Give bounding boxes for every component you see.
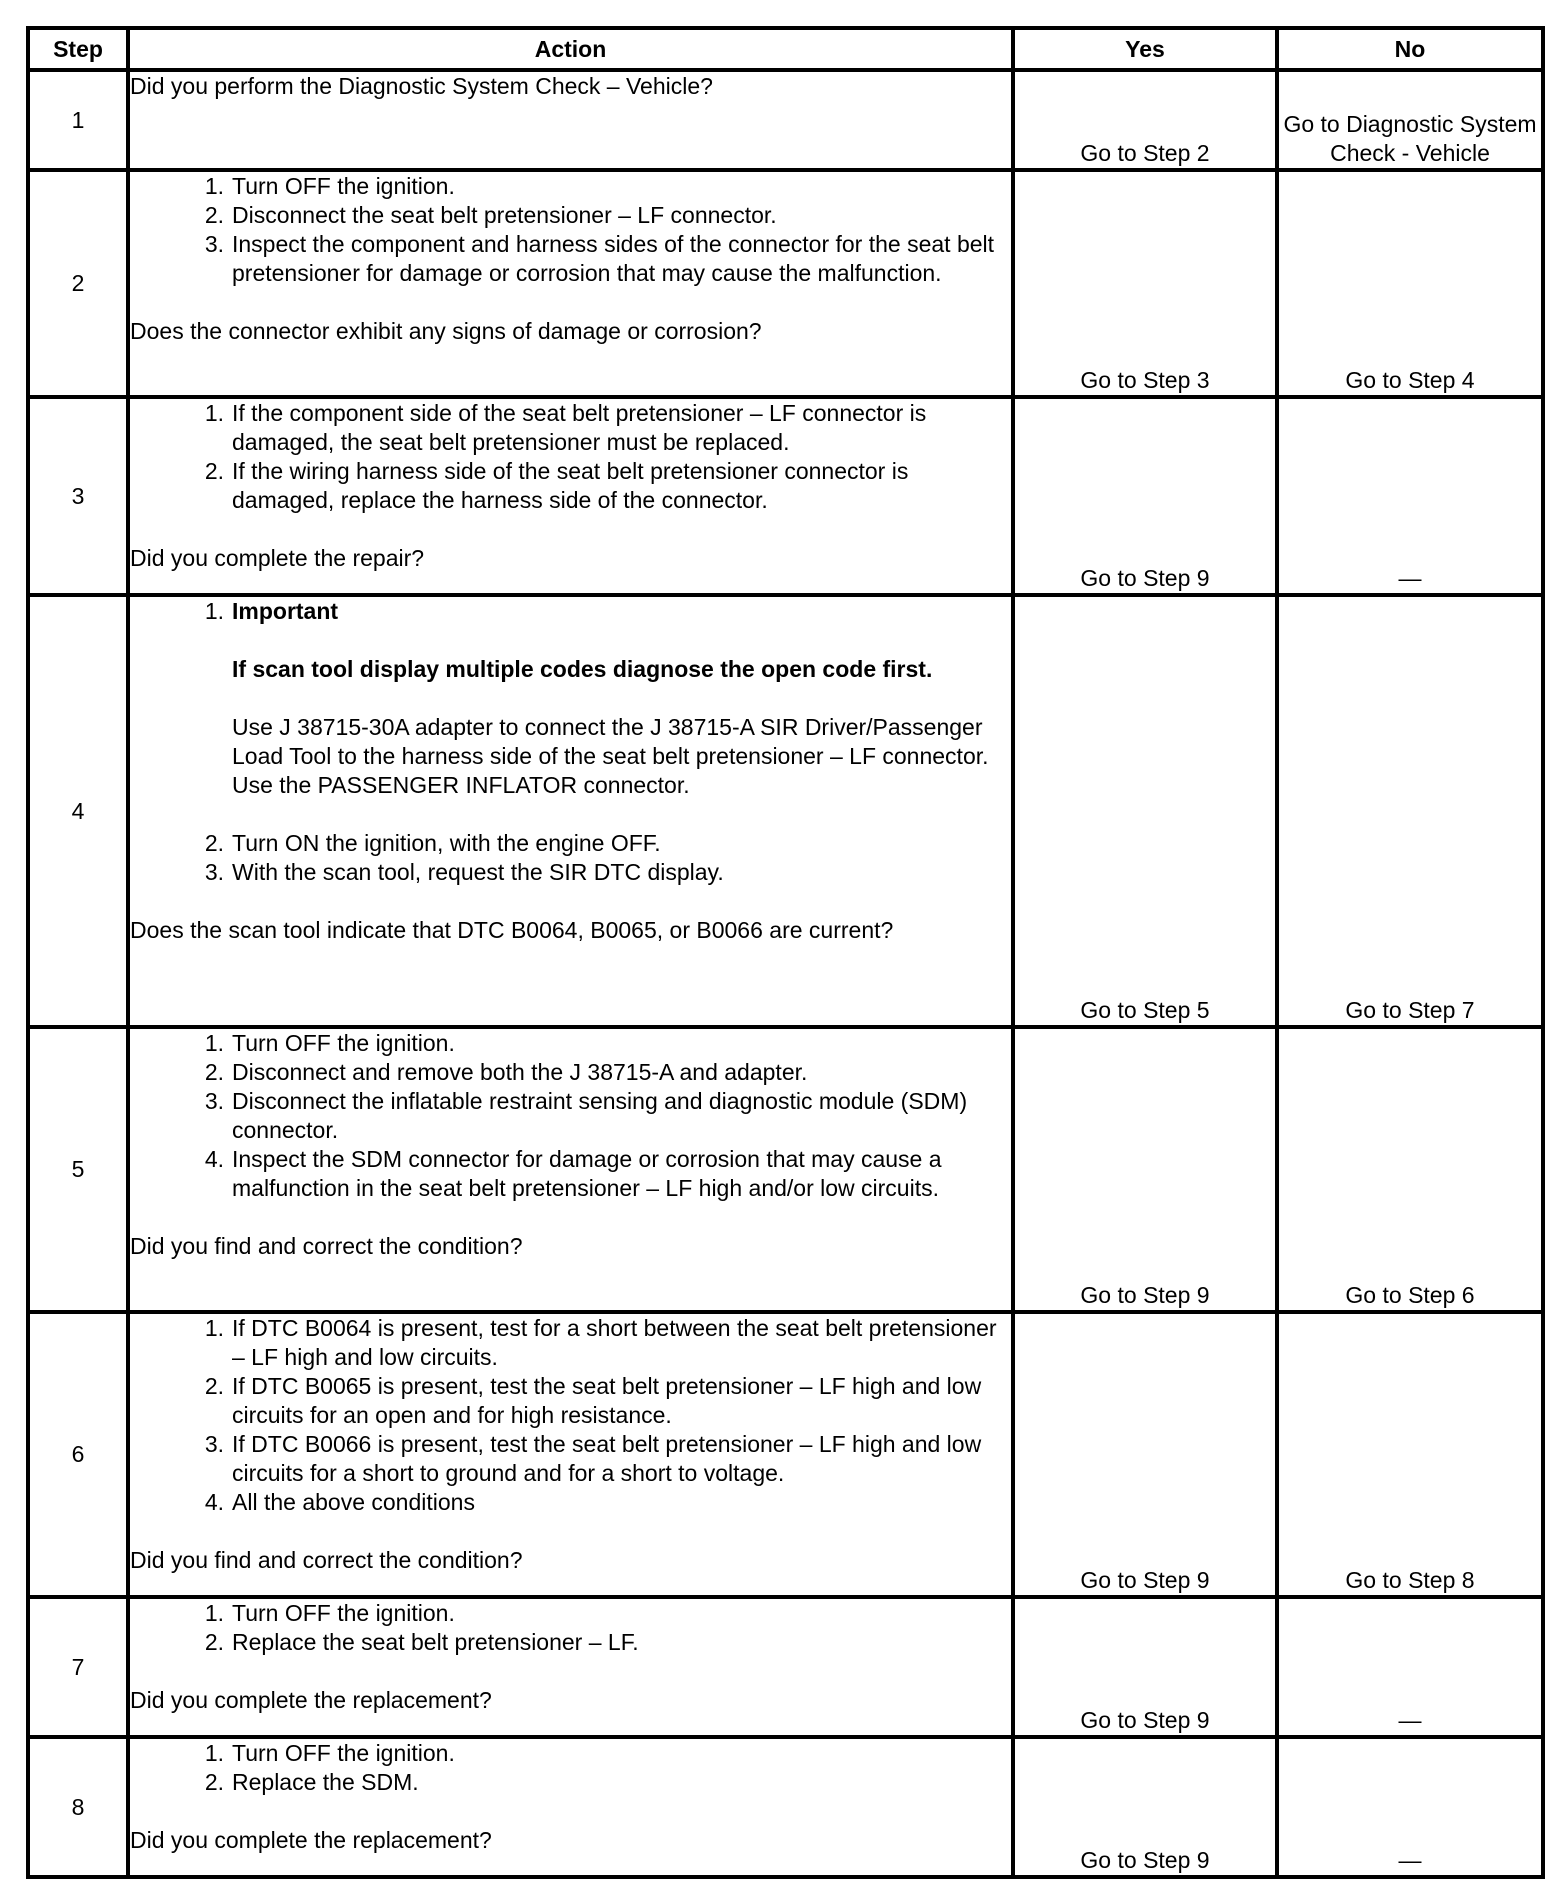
action-cell	[128, 397, 1013, 595]
step-number: 3	[28, 397, 128, 595]
item-text: Disconnect and remove both the J 38715-A and adapter.	[232, 1059, 808, 1085]
item-number: 2.	[204, 202, 224, 228]
list-item	[130, 1628, 1011, 1657]
header-action: Action	[128, 28, 1013, 70]
important-body: Use J 38715-30A adapter to connect the J 38715-A SIR Driver/Passenger Load Tool to the harness side of the seat belt pretensioner – LF connector. Use the PASSENGER INFLATOR connector.	[232, 714, 989, 798]
item-number: 1.	[204, 1315, 224, 1341]
action-cell	[128, 1737, 1013, 1877]
action-steps	[130, 399, 1011, 515]
yes-cell: Go to Step 2	[1013, 70, 1277, 170]
item-text: Disconnect the seat belt pretensioner – LF connector.	[232, 202, 777, 228]
item-text: Inspect the SDM connector for damage or corrosion that may cause a malfunction in the seat belt pretensioner – LF high and/or low circuits.	[232, 1146, 942, 1201]
list-item	[130, 172, 1011, 201]
important-title: Important	[232, 598, 339, 624]
action-question: Did you complete the replacement?	[130, 1827, 492, 1853]
yes-cell: Go to Step 9	[1013, 1027, 1277, 1312]
no-cell: Go to Step 4	[1277, 170, 1543, 397]
item-text: Turn OFF the ignition.	[232, 173, 455, 199]
header-step: Step	[28, 28, 128, 70]
header-yes: Yes	[1013, 28, 1277, 70]
table-row-step-7	[28, 1597, 1543, 1737]
diagnostic-table	[26, 26, 1545, 1879]
list-item	[130, 1768, 1011, 1797]
important-block	[232, 597, 1011, 829]
item-text: If DTC B0065 is present, test the seat belt pretensioner – LF high and low circuits for an open and for high resistance.	[232, 1373, 982, 1428]
item-number: 1.	[204, 400, 224, 426]
item-text: Turn ON the ignition, with the engine OFF.	[232, 830, 661, 856]
header-no: No	[1277, 28, 1543, 70]
item-text: If the wiring harness side of the seat belt pretensioner connector is damaged, replace the harness side of the connector.	[232, 458, 909, 513]
item-number: 2.	[204, 1629, 224, 1655]
item-text: Replace the SDM.	[232, 1769, 419, 1795]
action-steps	[130, 1314, 1011, 1517]
item-text: If DTC B0066 is present, test the seat belt pretensioner – LF high and low circuits for a short to ground and for a short to voltage.	[232, 1431, 982, 1486]
action-cell	[128, 595, 1013, 1027]
no-cell: Go to Step 6	[1277, 1027, 1543, 1312]
item-text: If DTC B0064 is present, test for a short between the seat belt pretensioner – LF high and low circuits.	[232, 1315, 997, 1370]
item-text: Turn OFF the ignition.	[232, 1600, 455, 1626]
list-item	[130, 1145, 1011, 1203]
step-number: 5	[28, 1027, 128, 1312]
item-number: 3.	[204, 1431, 224, 1457]
list-item	[130, 1488, 1011, 1517]
action-question: Does the connector exhibit any signs of damage or corrosion?	[130, 318, 762, 344]
item-number: 2.	[204, 458, 224, 484]
header-row	[28, 28, 1543, 70]
action-cell	[128, 70, 1013, 170]
item-text: Inspect the component and harness sides of the connector for the seat belt pretensioner for damage or corrosion that may cause the malfunction.	[232, 231, 995, 286]
list-item	[130, 1372, 1011, 1430]
item-number: 1.	[204, 1030, 224, 1056]
action-steps	[130, 1029, 1011, 1203]
no-cell: —	[1277, 397, 1543, 595]
item-number: 2.	[204, 1373, 224, 1399]
action-question: Did you find and correct the condition?	[130, 1547, 523, 1573]
table-row-step-1	[28, 70, 1543, 170]
item-number: 1.	[204, 1600, 224, 1626]
item-number: 2.	[204, 1059, 224, 1085]
item-text: Turn OFF the ignition.	[232, 1740, 455, 1766]
no-cell: —	[1277, 1737, 1543, 1877]
yes-cell: Go to Step 9	[1013, 1312, 1277, 1597]
item-number: 3.	[204, 231, 224, 257]
item-text: Turn OFF the ignition.	[232, 1030, 455, 1056]
list-item	[130, 1599, 1011, 1628]
step-number: 4	[28, 595, 128, 1027]
item-text: Disconnect the inflatable restraint sensing and diagnostic module (SDM) connector.	[232, 1088, 968, 1143]
important-note: If scan tool display multiple codes diagnose the open code first.	[232, 656, 933, 682]
list-item	[130, 858, 1011, 887]
list-item	[130, 829, 1011, 858]
action-steps	[130, 1599, 1011, 1657]
step-number: 8	[28, 1737, 128, 1877]
item-number: 1.	[204, 173, 224, 199]
yes-cell: Go to Step 9	[1013, 1597, 1277, 1737]
step-number: 7	[28, 1597, 128, 1737]
no-cell: Go to Diagnostic System Check - Vehicle	[1277, 70, 1543, 170]
item-text: Replace the seat belt pretensioner – LF.	[232, 1629, 639, 1655]
list-item	[130, 1430, 1011, 1488]
action-question: Does the scan tool indicate that DTC B0064, B0065, or B0066 are current?	[130, 917, 894, 943]
item-number: 4.	[204, 1489, 224, 1515]
list-item	[130, 1739, 1011, 1768]
item-number: 4.	[204, 1146, 224, 1172]
item-text: All the above conditions	[232, 1489, 475, 1515]
yes-cell: Go to Step 5	[1013, 595, 1277, 1027]
item-text: If the component side of the seat belt pretensioner – LF connector is damaged, the seat belt pretensioner must be replaced.	[232, 400, 927, 455]
action-steps	[130, 1739, 1011, 1797]
table-row-step-8	[28, 1737, 1543, 1877]
list-item	[130, 1314, 1011, 1372]
yes-cell: Go to Step 3	[1013, 170, 1277, 397]
item-number: 1.	[204, 1740, 224, 1766]
item-number: 3.	[204, 1088, 224, 1114]
list-item	[130, 1087, 1011, 1145]
action-cell	[128, 1027, 1013, 1312]
step-number: 2	[28, 170, 128, 397]
step-number: 1	[28, 70, 128, 170]
action-cell	[128, 1312, 1013, 1597]
no-cell: —	[1277, 1597, 1543, 1737]
table-row-step-3	[28, 397, 1543, 595]
item-number: 1.	[204, 598, 224, 624]
table-row-step-5	[28, 1027, 1543, 1312]
table-row-step-2	[28, 170, 1543, 397]
item-number: 2.	[204, 1769, 224, 1795]
yes-cell: Go to Step 9	[1013, 397, 1277, 595]
item-number: 2.	[204, 830, 224, 856]
action-question: Did you perform the Diagnostic System Check – Vehicle?	[130, 73, 713, 99]
no-cell: Go to Step 7	[1277, 595, 1543, 1027]
action-cell	[128, 1597, 1013, 1737]
list-item-important	[130, 597, 1011, 829]
action-question: Did you complete the repair?	[130, 545, 425, 571]
item-number: 3.	[204, 859, 224, 885]
table-row-step-6	[28, 1312, 1543, 1597]
list-item	[130, 457, 1011, 515]
action-question: Did you complete the replacement?	[130, 1687, 492, 1713]
action-question: Did you find and correct the condition?	[130, 1233, 523, 1259]
no-cell: Go to Step 8	[1277, 1312, 1543, 1597]
list-item	[130, 399, 1011, 457]
table-row-step-4	[28, 595, 1543, 1027]
item-text: With the scan tool, request the SIR DTC display.	[232, 859, 724, 885]
yes-cell: Go to Step 9	[1013, 1737, 1277, 1877]
list-item	[130, 201, 1011, 230]
list-item	[130, 1058, 1011, 1087]
action-steps	[130, 597, 1011, 887]
action-cell	[128, 170, 1013, 397]
step-number: 6	[28, 1312, 128, 1597]
list-item	[130, 230, 1011, 288]
list-item	[130, 1029, 1011, 1058]
action-steps	[130, 172, 1011, 288]
